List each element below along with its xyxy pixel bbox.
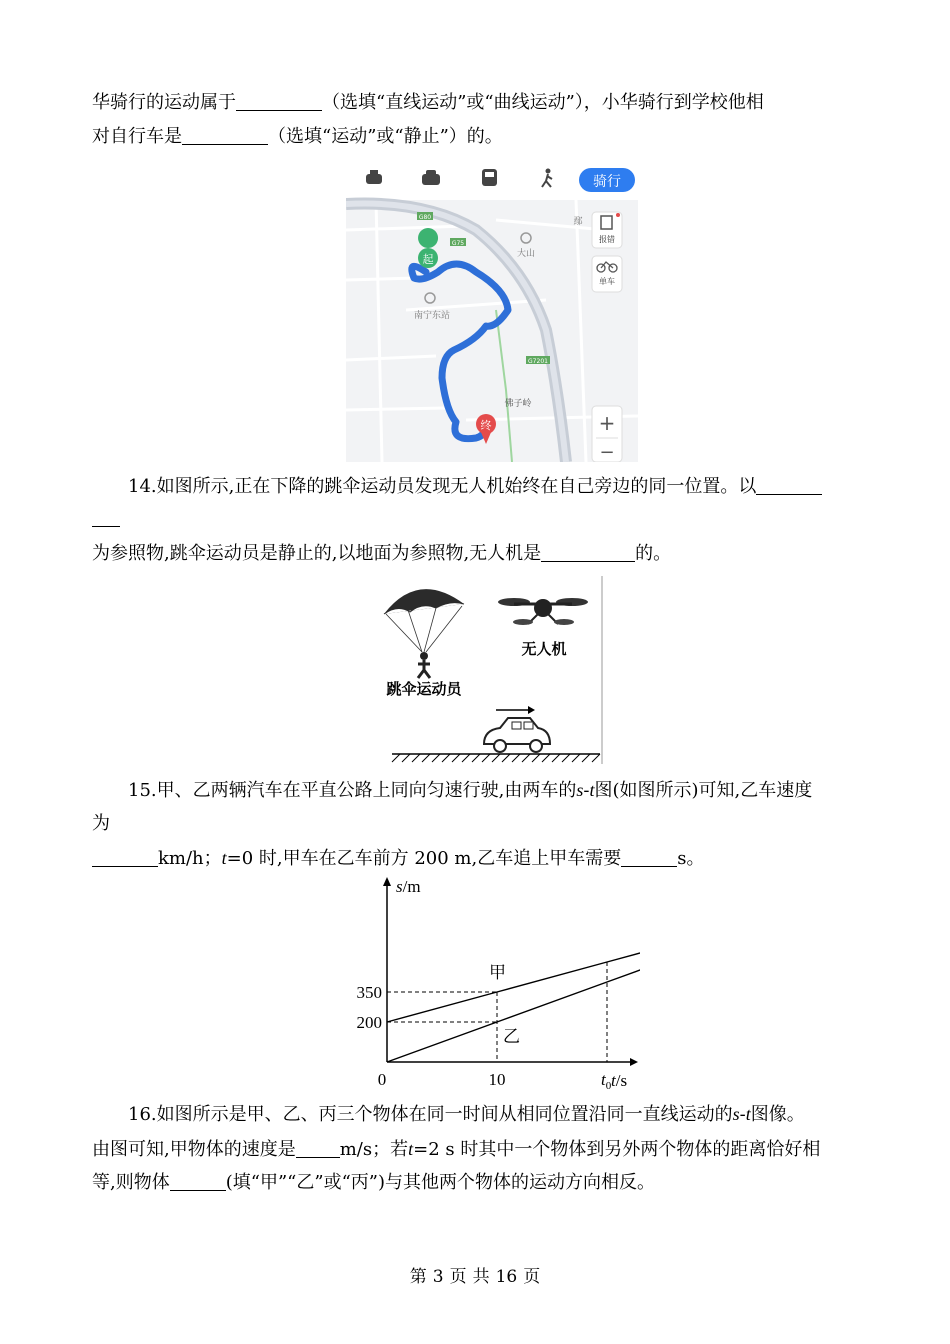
figure-14 [378,574,604,768]
q16-line2: 由图可知,甲物体的速度是 m/s；若t=2 s 时其中一个物体到另外两个物体的距离恰好相 [92,1139,821,1160]
map-figure [346,160,638,462]
car-icon [484,718,550,752]
svg-text:−: − [599,442,615,462]
y-tick-label: 350 [356,983,382,1002]
series-line-1 [387,950,640,1022]
st-chart [340,874,640,1096]
svg-text:南宁东站: 南宁东站 [413,311,451,321]
arrow-icon [528,706,535,714]
svg-text:起: 起 [422,253,434,266]
q15-line2: 为 [92,813,110,834]
answer-blank[interactable] [296,1137,340,1158]
svg-text:单车: 单车 [599,277,615,286]
svg-text:跳伞运动员: 跳伞运动员 [386,680,462,698]
y-tick-label: 200 [356,1013,382,1032]
answer-blank[interactable] [541,541,635,562]
answer-blank[interactable] [182,124,268,145]
series-label-2: 乙 [503,1027,520,1046]
q15-line1: 15.甲、乙两辆汽车在平直公路上同向匀速行驶,由两车的s-t图(如图所示)可知,乙车速度 [128,780,813,801]
series-label-1: 甲 [489,963,506,982]
x-axis-label: t/s [611,1071,628,1090]
answer-blank[interactable] [621,846,677,867]
svg-text:鄢: 鄢 [573,217,583,227]
answer-blank[interactable] [236,90,322,111]
x-tick-label: $t_0$ [601,1070,612,1092]
y-axis-label: s/m [396,877,421,896]
q16-line3: 等,则物体 (填“甲”“乙”或“丙”)与其他两个物体的运动方向相反。 [92,1172,655,1193]
answer-blank[interactable] [756,474,822,495]
svg-text:G75: G75 [451,240,465,247]
ground-hatch [392,754,600,762]
bicycle-button[interactable] [592,256,622,292]
svg-text:报错: 报错 [599,235,615,244]
svg-text:G7201: G7201 [528,358,548,365]
q15-line3: km/h；t=0 时,甲车在乙车前方 200 m,乙车追上甲车需要 s。 [92,841,862,876]
x-axis-arrow [630,1058,638,1066]
answer-blank-continued [92,508,120,527]
q16-line1: 16.如图所示是甲、乙、丙三个物体在同一时间从相同位置沿同一直线运动的s-t图像。 [128,1104,805,1125]
answer-blank[interactable] [92,846,158,867]
x-tick-label: 10 [488,1070,506,1089]
q13-line2: 对自行车是 （选填“运动”或“静止”）的。 [92,126,503,147]
q14-line2: 为参照物,跳伞运动员是静止的,以地面为参照物,无人机是 的。 [92,543,672,564]
svg-text:G80: G80 [418,214,432,221]
q14-line1: 14.如图所示,正在下降的跳伞运动员发现无人机始终在自己旁边的同一位置。以 [92,470,862,504]
svg-text:大山: 大山 [516,249,536,259]
bus-icon[interactable] [482,169,497,186]
q13-line1: 华骑行的运动属于 （选填“直线运动”或“曲线运动”），小华骑行到学校他相 [92,92,764,113]
svg-text:终: 终 [480,419,492,432]
series-line-2 [387,966,640,1062]
svg-text:佛子岭: 佛子岭 [504,399,532,409]
svg-text:无人机: 无人机 [521,640,567,658]
svg-text:骑行: 骑行 [593,174,621,190]
page-footer: 第 3 页 共 16 页 [409,1267,541,1287]
parachutist-icon [384,589,464,678]
y-axis-arrow [383,877,391,886]
answer-blank[interactable] [170,1170,226,1191]
origin-label: 0 [377,1070,387,1089]
svg-text:+: + [598,411,616,435]
drone-icon [498,598,588,625]
